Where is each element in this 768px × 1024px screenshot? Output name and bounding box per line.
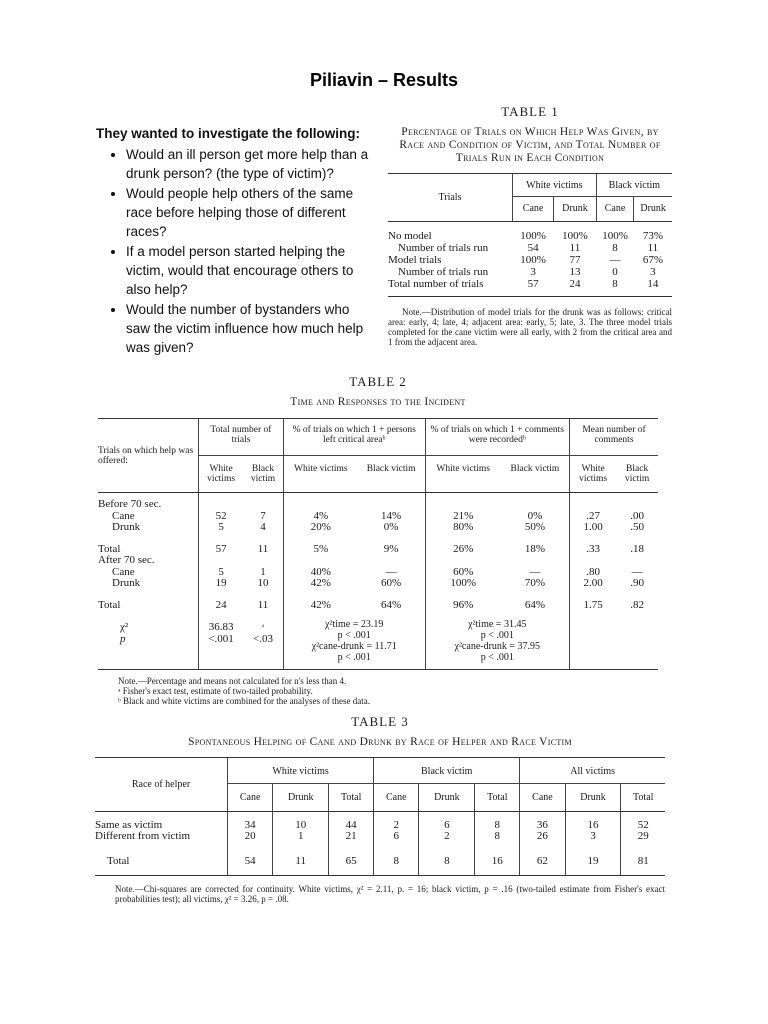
table2-cell: 100%: [425, 578, 501, 590]
table2: [98, 374, 658, 706]
intro-bullet: • If a model person started helping the victim, would that encourage others to also help?: [126, 242, 376, 299]
table2-row: [98, 590, 658, 612]
table3-col-drunk: Drunk: [565, 784, 621, 812]
table1-cell: 67%: [642, 254, 663, 266]
table2-stat: 36.83: [208, 621, 234, 633]
table2-cell: 24: [199, 590, 244, 612]
table3-col-drunk: Drunk: [419, 784, 475, 812]
table3-col-total: Total: [621, 784, 665, 812]
intro-section: [96, 124, 376, 358]
table1-cell: 8: [612, 242, 618, 254]
table3-cell: 8: [374, 842, 419, 876]
intro-heading: They wanted to investigate the following:: [96, 126, 361, 141]
table2-cell: 42%: [283, 590, 357, 612]
table2-number: TABLE 2: [349, 374, 407, 389]
table2-row-label: Total: [98, 542, 121, 555]
table1-col-drunk: Drunk: [554, 197, 597, 222]
page-title: Piliavin – Results: [309, 70, 459, 90]
table1-note: Note.—Distribution of model trials for the drunk was as follows: critical area: early, 4; late, 4; adjacent area: early, 5; late, 3. The three model trials completed for the cane victim were all early, with 2 from the critical area and 1 from the adjacent area.: [388, 307, 672, 347]
table2-cell: 26%: [425, 534, 501, 556]
table1-cell: 8: [596, 278, 634, 297]
table3-cell: 8: [475, 812, 520, 832]
table2-sub-black: Black victim: [616, 456, 658, 493]
table3-cell: 36: [520, 812, 565, 832]
table2-row: [98, 567, 658, 579]
table2-cell: 5%: [283, 534, 357, 556]
table2-cell: 4%: [283, 511, 357, 523]
table2-group-comments: % of trials on which 1 + comments were recordedᵇ: [425, 419, 569, 456]
table3-cell: 6: [374, 831, 419, 842]
table2-cell: 14%: [381, 509, 402, 522]
table2-cell: .80: [570, 567, 617, 579]
table1-trials-header: Trials: [388, 174, 513, 222]
table2-row: [98, 578, 658, 590]
table2-cell: 64%: [381, 598, 402, 611]
table3-group-black: Black victim: [374, 758, 520, 784]
table3-caption: Spontaneous Helping of Cane and Drunk by Race of Helper and Race Victim: [188, 736, 572, 748]
table1-cell: 100%: [562, 230, 588, 242]
table2-stat: <.03: [253, 633, 273, 645]
table1-cell: 100%: [602, 230, 628, 242]
table2-note: Note.—Percentage and means not calculated for n's less than 4.: [118, 676, 347, 686]
table1-row: [388, 242, 672, 254]
table2-row-header: Trials on which help was offered:: [98, 419, 199, 493]
table3-cell: 19: [565, 842, 621, 876]
table2-row-label: Drunk: [112, 577, 141, 589]
table1-col-cane: Cane: [596, 197, 634, 222]
table2-cell: 9%: [383, 542, 399, 555]
table2-cell: .90: [630, 577, 644, 589]
table3-col-cane: Cane: [520, 784, 565, 812]
table2-row-label: Drunk: [112, 521, 141, 533]
table2-cell: 11: [257, 598, 269, 611]
table2-stats-row: [98, 611, 658, 670]
table2-cell: 50%: [524, 521, 545, 533]
intro-bullet: • Would an ill person get more help than a drunk person? (the type of victim)?: [126, 145, 376, 183]
intro-bullet: • Would the number of bystanders who saw the victim influence how much help was given?: [126, 300, 376, 357]
table3-cell: 8: [419, 842, 475, 876]
table2-cell: .50: [630, 521, 644, 533]
table3-cell: 65: [329, 842, 374, 876]
table2-sub-white: White victims: [283, 456, 357, 493]
table3-number: TABLE 3: [351, 714, 409, 729]
table3-cell: 52: [621, 812, 665, 832]
table3-cell: 20: [228, 831, 273, 842]
table2-cell: —: [631, 565, 643, 578]
table2-sub-white: White victims: [570, 456, 617, 493]
table2-stat: χ²cane-drunk = 11.71: [311, 641, 397, 652]
table3-cell: 11: [273, 842, 329, 876]
table1-cell: 57: [513, 278, 554, 297]
table3-col-total: Total: [475, 784, 520, 812]
table2-stat: ᵃ: [261, 622, 265, 631]
table1-row: [388, 266, 672, 278]
table3-row-label: Same as victim: [95, 819, 163, 831]
table1-cell: 13: [569, 266, 581, 278]
table2-row-label: Cane: [112, 565, 135, 578]
table3-col-cane: Cane: [228, 784, 273, 812]
table3-cell: 16: [565, 812, 621, 832]
table2-cell: 5: [199, 522, 244, 534]
table3-cell: 16: [475, 842, 520, 876]
table2-cell: .82: [630, 598, 644, 611]
table2-cell: 1.00: [570, 522, 617, 534]
table2-cell: 10: [257, 577, 269, 589]
table3-cell: 54: [228, 842, 273, 876]
table2-cell: 57: [199, 534, 244, 556]
table1-row-label: Number of trials run: [398, 266, 489, 278]
table3-row-header: Race of helper: [95, 758, 228, 812]
table1-cell: —: [609, 254, 621, 266]
table1-row-label: Number of trials run: [398, 242, 489, 254]
table2-row-label: After 70 sec.: [98, 554, 155, 566]
table2-caption: Time and Responses to the Incident: [290, 396, 466, 408]
table1-grid: [388, 173, 672, 297]
table2-cell: 5: [199, 567, 244, 579]
table2-row-label: Total: [98, 598, 121, 611]
table2-group-mean-comments: Mean number of comments: [570, 419, 658, 456]
table2-cell: 7: [260, 509, 266, 522]
table3-cell: 2: [419, 831, 475, 842]
table2-group-left-area: % of trials on which 1 + persons left critical areaᵇ: [283, 419, 425, 456]
table2-group-total-trials: Total number of trials: [199, 419, 284, 456]
table2-cell: 52: [199, 511, 244, 523]
table2-row-label: Before 70 sec.: [98, 498, 162, 510]
table3-cell: 44: [329, 812, 374, 832]
table2-stat: χ²time = 23.19: [325, 619, 384, 630]
table1-row: [388, 222, 672, 243]
table3-cell: 1: [273, 831, 329, 842]
table2-stat-label: p: [120, 633, 126, 645]
table3-cell: 10: [273, 812, 329, 832]
table3-cell: 3: [565, 831, 621, 842]
table3-cell: 2: [374, 812, 419, 832]
table2-cell: 18%: [524, 542, 545, 555]
table2-cell: 70%: [524, 577, 545, 589]
table1-row: [388, 278, 672, 297]
table2-cell: 21%: [425, 511, 501, 523]
table2-cell: 60%: [381, 577, 402, 589]
table3-group-all: All victims: [520, 758, 665, 784]
table3-row: [95, 812, 665, 832]
table2-row: [98, 511, 658, 523]
table1-cell: 24: [554, 278, 597, 297]
table1-row-label: Total number of trials: [388, 278, 513, 297]
table2-sub-black: Black victim: [501, 456, 570, 493]
table3-cell: 26: [520, 831, 565, 842]
table2-sub-white: White victims: [199, 456, 244, 493]
table3-col-drunk: Drunk: [273, 784, 329, 812]
table2-row-label: Cane: [112, 509, 135, 522]
table2-stat: p < .001: [480, 630, 514, 641]
table1-cell: 3: [530, 266, 536, 278]
table2-cell: 42%: [283, 578, 357, 590]
table2-row: [98, 493, 658, 511]
table2-cell: .27: [570, 511, 617, 523]
table2-sub-black: Black victim: [243, 456, 283, 493]
table2-cell: .18: [630, 542, 644, 555]
table2-cell: .00: [630, 509, 644, 522]
table3-cell: 29: [621, 831, 665, 842]
table2-cell: 2.00: [570, 578, 617, 590]
table2-cell: 40%: [283, 567, 357, 579]
table1-cell: 54: [527, 242, 539, 254]
intro-bullet-list: [96, 145, 376, 357]
table3-grid: [95, 757, 665, 876]
table2-cell: 0%: [383, 521, 399, 533]
table2-cell: —: [529, 565, 541, 578]
table1-cell: 73%: [642, 230, 663, 242]
table3-cell: 34: [228, 812, 273, 832]
table2-cell: 1.75: [570, 590, 617, 612]
table3-col-total: Total: [329, 784, 374, 812]
table1-group-white: White victims: [513, 174, 597, 197]
table3: [95, 714, 665, 904]
table2-row: [98, 555, 658, 567]
table2-cell: 4: [260, 521, 266, 533]
table1-cell: 77: [569, 254, 581, 266]
table1-row-label: Model trials: [388, 254, 442, 266]
table3-group-white: White victims: [228, 758, 374, 784]
table3-cell: 6: [419, 812, 475, 832]
table2-cell: 0%: [527, 509, 543, 522]
table1-row: [388, 254, 672, 266]
table2-sub-black: Black victim: [358, 456, 425, 493]
table1-col-drunk: Drunk: [634, 197, 672, 222]
table2-cell: 19: [199, 578, 244, 590]
table3-cell: 21: [329, 831, 374, 842]
table2-cell: 1: [260, 565, 266, 578]
table1-cell: 3: [650, 266, 656, 278]
intro-bullet: • Would people help others of the same race before helping those of different races?: [126, 184, 376, 241]
table2-cell: 20%: [283, 522, 357, 534]
table1-cell: 14: [634, 278, 672, 297]
table3-cell: 8: [475, 831, 520, 842]
table1-col-cane: Cane: [513, 197, 554, 222]
table3-row-label: Total: [95, 842, 228, 876]
table2-sub-white: White victims: [425, 456, 501, 493]
table2-cell: 11: [257, 542, 269, 555]
table2-grid: [98, 418, 658, 670]
table1-row-label: No model: [388, 230, 432, 242]
table2-cell: —: [385, 565, 397, 578]
table3-cell: 62: [520, 842, 565, 876]
table2-cell: .33: [570, 534, 617, 556]
table2-stat-label: χ²: [120, 621, 129, 633]
table1-cell: 100%: [520, 230, 546, 242]
table1-group-black: Black victim: [596, 174, 672, 197]
table2-cell: 64%: [524, 598, 545, 611]
table3-row: [95, 831, 665, 842]
table3-row: [95, 842, 665, 876]
table2-cell: 80%: [425, 522, 501, 534]
table1-cell: 11: [647, 242, 659, 254]
table1-number: TABLE 1: [501, 104, 559, 119]
table2-stat: p < .001: [480, 652, 514, 663]
table2-cell: 60%: [425, 567, 501, 579]
table2-row: [98, 534, 658, 556]
table2-row: [98, 522, 658, 534]
table1-cell: 11: [569, 242, 581, 254]
table3-note: Note.—Chi-squares are corrected for continuity. White victims, χ² = 2.11, p. = 16; black victim, p = .16 (two-tailed estimate from Fisher's exact probabilities test); all victims, χ² = 3.26, p = .08.: [115, 884, 665, 904]
table1: [388, 104, 672, 347]
table2-footnote-a: ᵃ Fisher's exact test, estimate of two-tailed probability.: [118, 686, 313, 696]
table3-cell: 81: [621, 842, 665, 876]
table2-stat: χ²cane-drunk = 37.95: [454, 641, 541, 652]
table2-stat: p < .001: [337, 630, 371, 641]
table2-stat: p < .001: [337, 652, 371, 663]
table2-footnote-b: ᵇ Black and white victims are combined for the analyses of these data.: [118, 696, 370, 706]
table1-cell: 0: [612, 266, 618, 278]
table1-caption: Percentage of Trials on Which Help Was Given, by Race and Condition of Victim, and Total Number of Trials Run in Each Condition: [399, 126, 661, 164]
table1-cell: 100%: [520, 254, 546, 266]
table3-row-label: Different from victim: [95, 830, 191, 842]
table3-col-cane: Cane: [374, 784, 419, 812]
table2-stat: χ²time = 31.45: [468, 619, 527, 630]
table2-stat: <.001: [208, 633, 234, 645]
table2-cell: 96%: [425, 590, 501, 612]
